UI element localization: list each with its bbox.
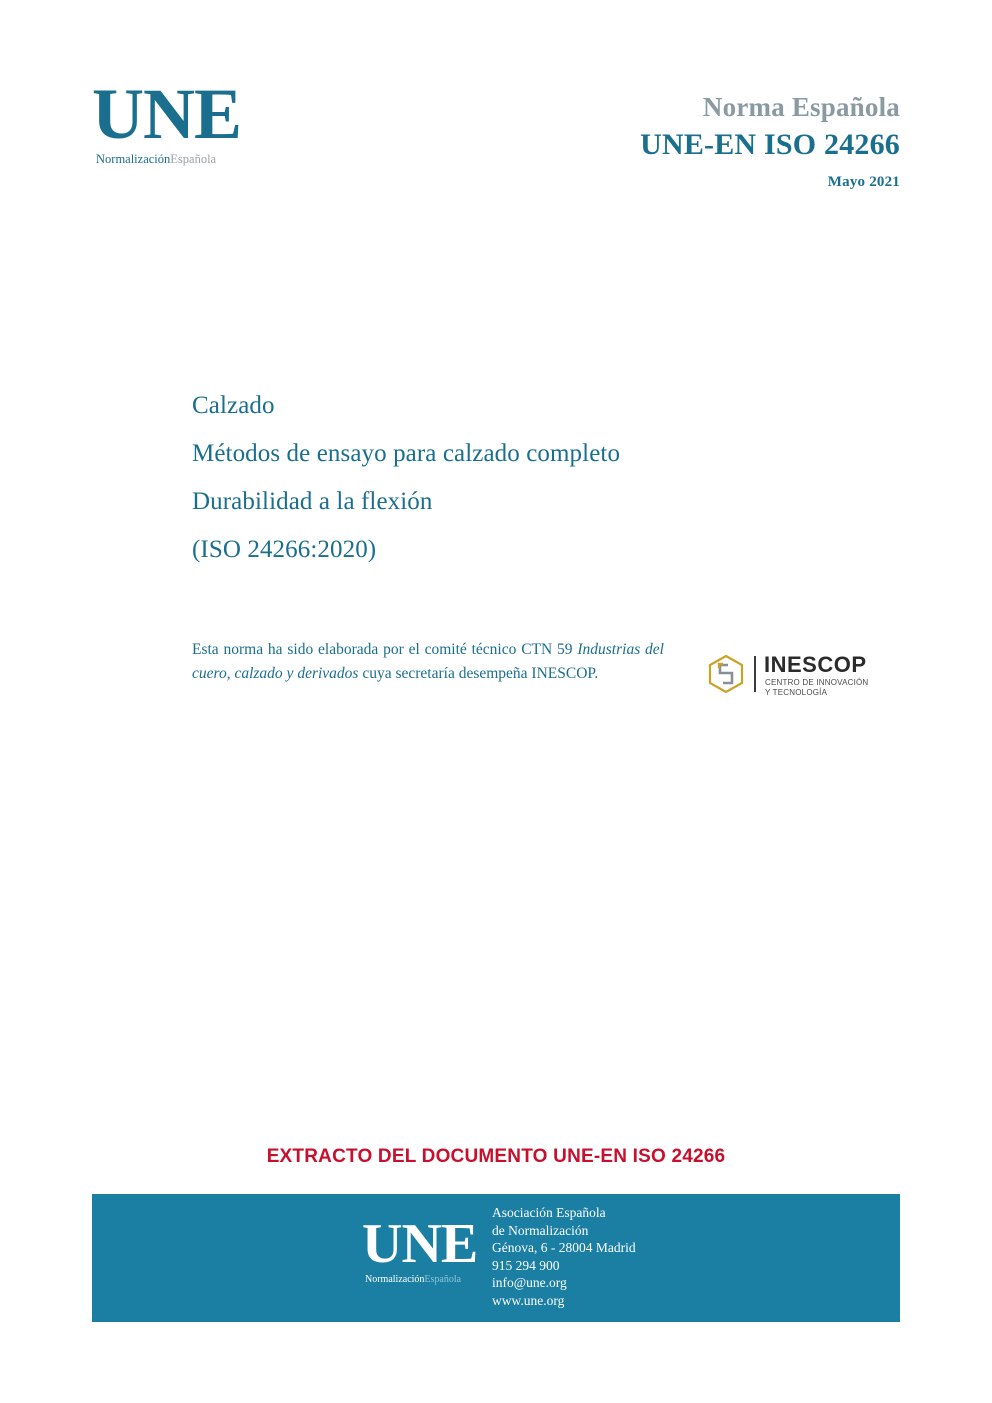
une-logo-wordmark: UNE <box>92 74 242 154</box>
publication-date: Mayo 2021 <box>827 174 900 190</box>
une-logo-subtitle <box>92 152 267 166</box>
footer-website[interactable]: www.une.org <box>492 1292 565 1308</box>
une-logo <box>92 74 267 173</box>
committee-note-part2: cuya secretaría desempeña INESCOP. <box>358 665 599 682</box>
norma-label: Norma Española <box>702 92 900 122</box>
footer-logo-subtitle-bold: Normalización <box>365 1274 425 1285</box>
une-logo-subtitle-light: Española <box>170 152 217 166</box>
une-logo-subtitle-bold: Normalización <box>96 152 171 166</box>
title-line-2: Métodos de ensayo para calzado completo <box>192 440 621 467</box>
title-line-1: Calzado <box>192 392 275 419</box>
footer-une-logo <box>362 1213 512 1286</box>
title-line-4: (ISO 24266:2020) <box>192 536 377 563</box>
standard-reference: UNE-EN ISO 24266 <box>640 128 900 161</box>
footer-logo-subtitle <box>362 1274 512 1286</box>
footer-phone: 915 294 900 <box>492 1257 560 1273</box>
document-title <box>192 382 832 574</box>
inescop-tagline <box>765 678 868 698</box>
footer-email[interactable]: info@une.org <box>492 1275 567 1290</box>
footer-address <box>492 1204 636 1309</box>
footer-address-line-2: de Normalización <box>492 1222 589 1238</box>
committee-note <box>192 638 664 686</box>
footer-address-line-1: Asociación Española <box>492 1205 606 1220</box>
extract-banner: EXTRACTO DEL DOCUMENTO UNE-EN ISO 24266 <box>266 1146 726 1167</box>
committee-note-italic: Industrias del cuero, calzado y derivados <box>192 641 664 682</box>
footer-bar <box>92 1194 900 1322</box>
footer-address-line-3: Génova, 6 - 28004 Madrid <box>492 1240 636 1255</box>
footer-logo-subtitle-light: Española <box>424 1274 462 1285</box>
inescop-logo <box>706 650 888 702</box>
title-line-3: Durabilidad a la flexión <box>192 488 433 515</box>
header-reference-block <box>640 90 900 191</box>
inescop-divider <box>754 656 756 692</box>
inescop-name: INESCOP <box>764 652 867 677</box>
footer-logo-wordmark: UNE <box>362 1213 478 1275</box>
inescop-hexagon-icon <box>706 654 746 694</box>
inescop-tagline-line2: Y TECNOLOGÍA <box>765 688 828 697</box>
committee-note-part1: Esta norma ha sido elaborada por el comité técnico CTN 59 <box>192 641 578 658</box>
inescop-tagline-line1: CENTRO DE INNOVACIÓN <box>765 678 869 687</box>
